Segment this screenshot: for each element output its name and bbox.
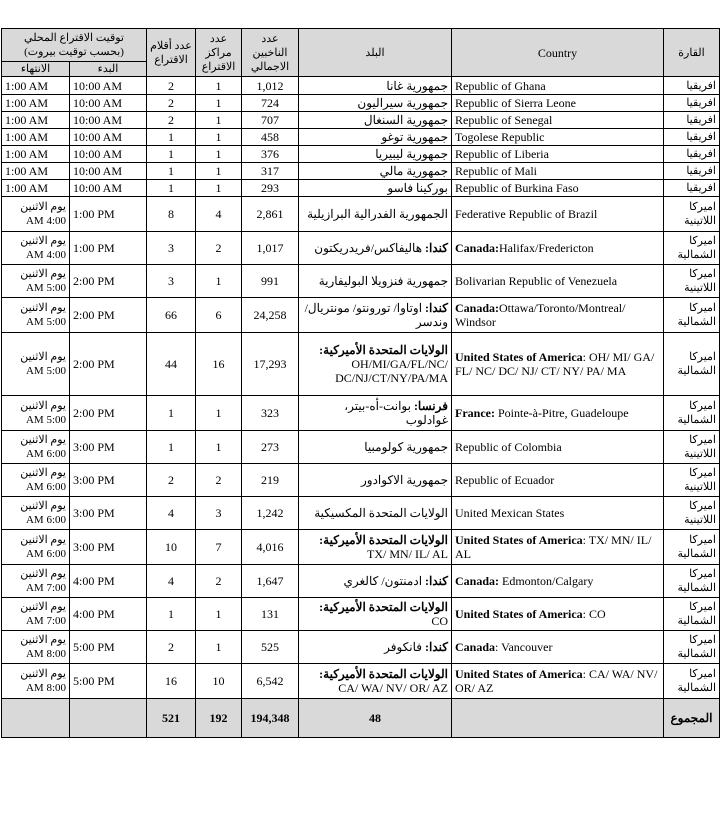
country-en-cell xyxy=(452,180,664,197)
country-en-text: Federative Republic of Brazil xyxy=(455,207,598,221)
pens-cell: 1 xyxy=(147,431,196,464)
country-ar-text: جمهورية توغو xyxy=(381,130,448,144)
country-en-text: : Vancouver xyxy=(495,640,553,654)
centers-cell: 1 xyxy=(196,180,242,197)
country-en-text: Republic of Ecuador xyxy=(455,473,555,487)
voting-time-header xyxy=(2,29,147,62)
continent-cell: اميركا الشمالية xyxy=(664,565,720,598)
voters-cell: 724 xyxy=(242,95,299,112)
pens-cell: 1 xyxy=(147,163,196,180)
voters-cell: 458 xyxy=(242,129,299,146)
country-en-cell xyxy=(452,146,664,163)
voters-cell: 1,017 xyxy=(242,232,299,265)
table-row xyxy=(2,180,720,197)
pens-cell: 2 xyxy=(147,631,196,664)
country-en-text: Republic of Ghana xyxy=(455,78,546,93)
table-row xyxy=(2,598,720,631)
start-time-cell: 3:00 PM xyxy=(70,497,147,530)
country-ar-cell xyxy=(299,431,452,464)
end-time-cell: يوم الاثنين AM 6:00 xyxy=(2,497,70,530)
country-ar-cell xyxy=(299,298,452,333)
end-time-cell: 1:00 AM xyxy=(2,112,70,129)
total-centers: 192 xyxy=(196,699,242,738)
end-time-cell: يوم الاثنين AM 5:00 xyxy=(2,298,70,333)
country-ar-text: الولايات المتحدة المكسيكية xyxy=(314,506,448,520)
table-row xyxy=(2,497,720,530)
table-row xyxy=(2,265,720,298)
voters-cell: 1,647 xyxy=(242,565,299,598)
voters-cell: 17,293 xyxy=(242,333,299,396)
country-en-text: : OH/ MI/ GA/ FL/ NC/ DC/ NJ/ CT/ NY/ PA/ MA xyxy=(455,350,655,378)
country-en-cell xyxy=(452,77,664,95)
centers-cell: 1 xyxy=(196,77,242,95)
end-time-cell: يوم الاثنين AM 6:00 xyxy=(2,464,70,497)
total-pens: 521 xyxy=(147,699,196,738)
end-time-cell: 1:00 AM xyxy=(2,163,70,180)
centers-cell: 1 xyxy=(196,129,242,146)
country-ar-text: الجمهورية الفدرالية البرازيلية xyxy=(307,207,448,221)
country-ar-text: هاليفاكس/فريدريكتون xyxy=(314,241,426,255)
end-time-cell: يوم الاثنين AM 8:00 xyxy=(2,664,70,699)
country-en-cell xyxy=(452,129,664,146)
country-ar-bold-label: الولايات المتحدة الأميركية: xyxy=(319,533,448,547)
start-time-cell: 3:00 PM xyxy=(70,530,147,565)
country-en-cell xyxy=(452,333,664,396)
country-ar-cell xyxy=(299,77,452,95)
country-en-cell xyxy=(452,265,664,298)
country-ar-cell xyxy=(299,265,452,298)
centers-cell: 2 xyxy=(196,565,242,598)
country-en-cell xyxy=(452,95,664,112)
table-row xyxy=(2,232,720,265)
country-en-bold-label: United States of America xyxy=(455,350,583,364)
end-time-cell: يوم الاثنين AM 5:00 xyxy=(2,396,70,431)
country-en-text: : CO xyxy=(582,607,606,621)
country-ar-bold-label: الولايات المتحدة الأميركية: xyxy=(319,343,448,357)
totals-row xyxy=(2,699,720,738)
country-en-bold-label: Canada xyxy=(455,640,496,654)
start-time-cell: 10:00 AM xyxy=(70,77,147,95)
centers-cell: 2 xyxy=(196,232,242,265)
country-ar-cell xyxy=(299,464,452,497)
start-time-cell: 10:00 AM xyxy=(70,163,147,180)
pens-cell: 16 xyxy=(147,664,196,699)
continent-cell: اميركا اللاتينية xyxy=(664,497,720,530)
start-time-cell: 2:00 PM xyxy=(70,333,147,396)
continent-cell: افريقيا xyxy=(664,95,720,112)
continent-cell: افريقيا xyxy=(664,129,720,146)
continent-cell: اميركا الشمالية xyxy=(664,298,720,333)
pens-cell: 66 xyxy=(147,298,196,333)
totals-blank-country xyxy=(452,699,664,738)
country-ar-cell xyxy=(299,631,452,664)
continent-cell: اميركا الشمالية xyxy=(664,396,720,431)
pens-cell: 3 xyxy=(147,232,196,265)
country-ar-text: TX/ MN/ IL/ AL xyxy=(367,547,448,561)
country-ar-text: جمهورية مالي xyxy=(379,164,448,178)
end-time-cell: 1:00 AM xyxy=(2,95,70,112)
country-ar-cell xyxy=(299,396,452,431)
country-ar-text: اوتاوا/ تورونتو/ مونتريال/ وندسر xyxy=(304,301,448,329)
table-row xyxy=(2,664,720,699)
centers-cell: 4 xyxy=(196,197,242,232)
continent-cell: افريقيا xyxy=(664,112,720,129)
start-time-cell: 3:00 PM xyxy=(70,464,147,497)
start-time-cell: 5:00 PM xyxy=(70,664,147,699)
pens-header: عدد أقلام الاقتراع xyxy=(147,29,196,77)
country-en-bold-label: United States of America xyxy=(455,533,583,547)
centers-cell: 1 xyxy=(196,396,242,431)
end-time-cell: 1:00 AM xyxy=(2,180,70,197)
voters-header: عدد الناخبين الاجمالي xyxy=(242,29,299,77)
voting-time-title: توقيت الاقتراع المحلي xyxy=(24,32,124,44)
country-en-text: Ottawa/Toronto/Montreal/ Windsor xyxy=(455,301,626,329)
start-time-cell: 4:00 PM xyxy=(70,565,147,598)
pens-cell: 1 xyxy=(147,146,196,163)
pens-cell: 2 xyxy=(147,464,196,497)
pens-cell: 10 xyxy=(147,530,196,565)
continent-header: القارة xyxy=(664,29,720,77)
centers-cell: 10 xyxy=(196,664,242,699)
country-ar-cell xyxy=(299,497,452,530)
end-time-cell: يوم الاثنين AM 5:00 xyxy=(2,265,70,298)
centers-cell: 1 xyxy=(196,146,242,163)
voters-cell: 24,258 xyxy=(242,298,299,333)
country-en-header: Country xyxy=(452,29,664,77)
country-ar-cell xyxy=(299,333,452,396)
country-en-cell xyxy=(452,464,664,497)
country-ar-header: البلد xyxy=(299,29,452,77)
totals-blank-end xyxy=(2,699,70,738)
country-en-text: Republic of Senegal xyxy=(455,113,553,127)
centers-cell: 1 xyxy=(196,265,242,298)
start-time-cell: 2:00 PM xyxy=(70,298,147,333)
country-ar-cell xyxy=(299,664,452,699)
country-en-bold-label: France: xyxy=(455,406,495,420)
country-en-cell xyxy=(452,598,664,631)
end-time-cell: يوم الاثنين AM 7:00 xyxy=(2,598,70,631)
voters-cell: 525 xyxy=(242,631,299,664)
end-time-cell: 1:00 AM xyxy=(2,146,70,163)
country-en-cell xyxy=(452,497,664,530)
total-countries: 48 xyxy=(299,699,452,738)
end-time-cell: يوم الاثنين AM 8:00 xyxy=(2,631,70,664)
country-ar-text: CA/ WA/ NV/ OR/ AZ xyxy=(338,681,448,695)
table-row xyxy=(2,530,720,565)
country-ar-cell xyxy=(299,146,452,163)
country-ar-cell xyxy=(299,95,452,112)
continent-cell: اميركا اللاتينية xyxy=(664,197,720,232)
country-en-text: : TX/ MN/ IL/ AL xyxy=(455,533,652,561)
start-time-cell: 2:00 PM xyxy=(70,396,147,431)
totals-blank-start xyxy=(70,699,147,738)
country-en-text: Edmonton/Calgary xyxy=(499,574,594,588)
pens-cell: 44 xyxy=(147,333,196,396)
start-time-cell: 3:00 PM xyxy=(70,431,147,464)
continent-cell: اميركا اللاتينية xyxy=(664,464,720,497)
table-row xyxy=(2,95,720,112)
continent-cell: افريقيا xyxy=(664,146,720,163)
continent-cell: اميركا الشمالية xyxy=(664,631,720,664)
end-time-cell: يوم الاثنين AM 7:00 xyxy=(2,565,70,598)
table-row xyxy=(2,565,720,598)
voters-cell: 2,861 xyxy=(242,197,299,232)
country-en-text: Republic of Mali xyxy=(455,164,537,178)
centers-cell: 7 xyxy=(196,530,242,565)
country-ar-text: جمهورية كولومبيا xyxy=(364,440,448,454)
country-ar-text: جمهورية السنغال xyxy=(363,113,448,127)
country-en-bold-label: Canada: xyxy=(455,241,500,255)
end-time-cell: يوم الاثنين AM 4:00 xyxy=(2,197,70,232)
country-ar-text: بوانت-أه-بيتر، غوادلوب xyxy=(344,399,448,427)
pens-cell: 1 xyxy=(147,180,196,197)
end-time-cell: 1:00 AM xyxy=(2,129,70,146)
continent-cell: افريقيا xyxy=(664,77,720,95)
start-time-cell: 10:00 AM xyxy=(70,180,147,197)
voting-schedule-table xyxy=(1,28,720,738)
continent-cell: اميركا اللاتينية xyxy=(664,265,720,298)
table-row xyxy=(2,146,720,163)
country-en-text: Halifax/Fredericton xyxy=(499,241,594,255)
continent-cell: اميركا الشمالية xyxy=(664,333,720,396)
country-en-bold-label: United States of America xyxy=(455,667,583,681)
country-en-text: Republic of Burkina Faso xyxy=(455,181,579,195)
country-en-text: Republic of Liberia xyxy=(455,147,549,161)
centers-cell: 3 xyxy=(196,497,242,530)
start-time-cell: 10:00 AM xyxy=(70,112,147,129)
end-time-cell: 1:00 AM xyxy=(2,77,70,95)
country-ar-text: جمهورية فنزويلا البوليفارية xyxy=(318,274,448,288)
table-row xyxy=(2,631,720,664)
country-en-text: United Mexican States xyxy=(455,506,565,520)
centers-cell: 1 xyxy=(196,431,242,464)
end-time-cell: يوم الاثنين AM 6:00 xyxy=(2,530,70,565)
centers-cell: 1 xyxy=(196,95,242,112)
country-en-cell xyxy=(452,530,664,565)
country-en-cell xyxy=(452,163,664,180)
country-en-cell xyxy=(452,664,664,699)
start-time-cell: 1:00 PM xyxy=(70,232,147,265)
voters-cell: 293 xyxy=(242,180,299,197)
centers-cell: 16 xyxy=(196,333,242,396)
start-time-cell: 4:00 PM xyxy=(70,598,147,631)
end-time-cell: يوم الاثنين AM 4:00 xyxy=(2,232,70,265)
continent-cell: اميركا اللاتينية xyxy=(664,431,720,464)
pens-cell: 3 xyxy=(147,265,196,298)
voters-cell: 131 xyxy=(242,598,299,631)
country-ar-text: جمهورية سيراليون xyxy=(357,96,448,110)
country-en-cell xyxy=(452,431,664,464)
country-en-bold-label: Canada: xyxy=(455,301,500,315)
voters-cell: 323 xyxy=(242,396,299,431)
pens-cell: 1 xyxy=(147,598,196,631)
start-time-cell: 2:00 PM xyxy=(70,265,147,298)
end-time-cell: يوم الاثنين AM 5:00 xyxy=(2,333,70,396)
country-ar-text: CO xyxy=(431,614,448,628)
country-en-text: Togolese Republic xyxy=(455,130,545,144)
voters-cell: 273 xyxy=(242,431,299,464)
continent-cell: اميركا الشمالية xyxy=(664,664,720,699)
country-ar-text: OH/MI/GA/FL/NC/ DC/NJ/CT/NY/PA/MA xyxy=(335,357,448,385)
country-ar-cell xyxy=(299,129,452,146)
country-ar-cell xyxy=(299,598,452,631)
continent-cell: اميركا الشمالية xyxy=(664,598,720,631)
country-en-text: Pointe-à-Pitre, Guadeloupe xyxy=(494,406,629,420)
centers-cell: 1 xyxy=(196,598,242,631)
start-header: البدء xyxy=(70,62,147,77)
start-time-cell: 10:00 AM xyxy=(70,129,147,146)
country-en-cell xyxy=(452,631,664,664)
start-time-cell: 5:00 PM xyxy=(70,631,147,664)
country-ar-cell xyxy=(299,530,452,565)
centers-cell: 1 xyxy=(196,163,242,180)
country-ar-cell xyxy=(299,163,452,180)
centers-header: عدد مراكز الاقتراع xyxy=(196,29,242,77)
table-row xyxy=(2,333,720,396)
table-row xyxy=(2,396,720,431)
country-en-cell xyxy=(452,298,664,333)
country-en-text: : CA/ WA/ NV/ OR/ AZ xyxy=(455,667,658,695)
country-ar-bold-label: فرنسا: xyxy=(413,399,448,413)
pens-cell: 1 xyxy=(147,396,196,431)
country-ar-bold-label: كندا: xyxy=(425,241,448,255)
country-ar-bold-label: كندا: xyxy=(425,574,448,588)
voters-cell: 1,012 xyxy=(242,77,299,95)
country-ar-text: فانكوفر xyxy=(384,640,426,654)
continent-cell: اميركا الشمالية xyxy=(664,232,720,265)
continent-cell: افريقيا xyxy=(664,180,720,197)
table-body xyxy=(2,77,720,699)
country-ar-text: جمهورية ليبيريا xyxy=(375,147,448,161)
voters-cell: 376 xyxy=(242,146,299,163)
voters-cell: 317 xyxy=(242,163,299,180)
table-row xyxy=(2,298,720,333)
country-ar-cell xyxy=(299,232,452,265)
country-ar-text: بوركينا فاسو xyxy=(387,181,448,195)
table-row xyxy=(2,431,720,464)
country-en-cell xyxy=(452,396,664,431)
voters-cell: 1,242 xyxy=(242,497,299,530)
start-time-cell: 1:00 PM xyxy=(70,197,147,232)
voters-cell: 219 xyxy=(242,464,299,497)
country-en-text: Republic of Colombia xyxy=(455,440,562,454)
country-ar-text: جمهورية الاكوادور xyxy=(360,473,448,487)
table-row xyxy=(2,129,720,146)
table-row xyxy=(2,464,720,497)
continent-cell: افريقيا xyxy=(664,163,720,180)
country-ar-text: ادمنتون/ كالغري xyxy=(343,574,426,588)
table-row xyxy=(2,77,720,95)
start-time-cell: 10:00 AM xyxy=(70,146,147,163)
country-en-cell xyxy=(452,197,664,232)
centers-cell: 6 xyxy=(196,298,242,333)
country-en-text: Bolivarian Republic of Venezuela xyxy=(455,274,618,288)
voters-cell: 991 xyxy=(242,265,299,298)
table-row xyxy=(2,197,720,232)
country-ar-bold-label: الولايات المتحدة الأميركية: xyxy=(319,600,448,614)
pens-cell: 2 xyxy=(147,112,196,129)
voting-time-note: (بحسب توقيت بيروت) xyxy=(24,46,124,58)
country-ar-bold-label: كندا: xyxy=(425,301,448,315)
country-ar-cell xyxy=(299,112,452,129)
country-ar-cell xyxy=(299,565,452,598)
voters-cell: 707 xyxy=(242,112,299,129)
country-ar-bold-label: كندا: xyxy=(425,640,448,654)
pens-cell: 2 xyxy=(147,77,196,95)
country-en-bold-label: Canada: xyxy=(455,574,500,588)
start-time-cell: 10:00 AM xyxy=(70,95,147,112)
end-time-cell: يوم الاثنين AM 6:00 xyxy=(2,431,70,464)
country-ar-cell xyxy=(299,180,452,197)
voters-cell: 4,016 xyxy=(242,530,299,565)
centers-cell: 1 xyxy=(196,631,242,664)
pens-cell: 8 xyxy=(147,197,196,232)
pens-cell: 1 xyxy=(147,129,196,146)
centers-cell: 2 xyxy=(196,464,242,497)
table-row xyxy=(2,163,720,180)
country-en-bold-label: United States of America xyxy=(455,607,583,621)
voters-cell: 6,542 xyxy=(242,664,299,699)
pens-cell: 2 xyxy=(147,95,196,112)
country-en-cell xyxy=(452,565,664,598)
country-ar-text: جمهورية غانا xyxy=(386,78,448,93)
continent-cell: اميركا الشمالية xyxy=(664,530,720,565)
country-en-cell xyxy=(452,112,664,129)
country-ar-bold-label: الولايات المتحدة الأميركية: xyxy=(319,667,448,681)
pens-cell: 4 xyxy=(147,497,196,530)
country-en-cell xyxy=(452,232,664,265)
pens-cell: 4 xyxy=(147,565,196,598)
totals-label: المجموع xyxy=(664,699,720,738)
country-en-text: Republic of Sierra Leone xyxy=(455,96,576,110)
end-header: الانتهاء xyxy=(2,62,70,77)
total-voters: 194,348 xyxy=(242,699,299,738)
centers-cell: 1 xyxy=(196,112,242,129)
country-ar-cell xyxy=(299,197,452,232)
table-row xyxy=(2,112,720,129)
